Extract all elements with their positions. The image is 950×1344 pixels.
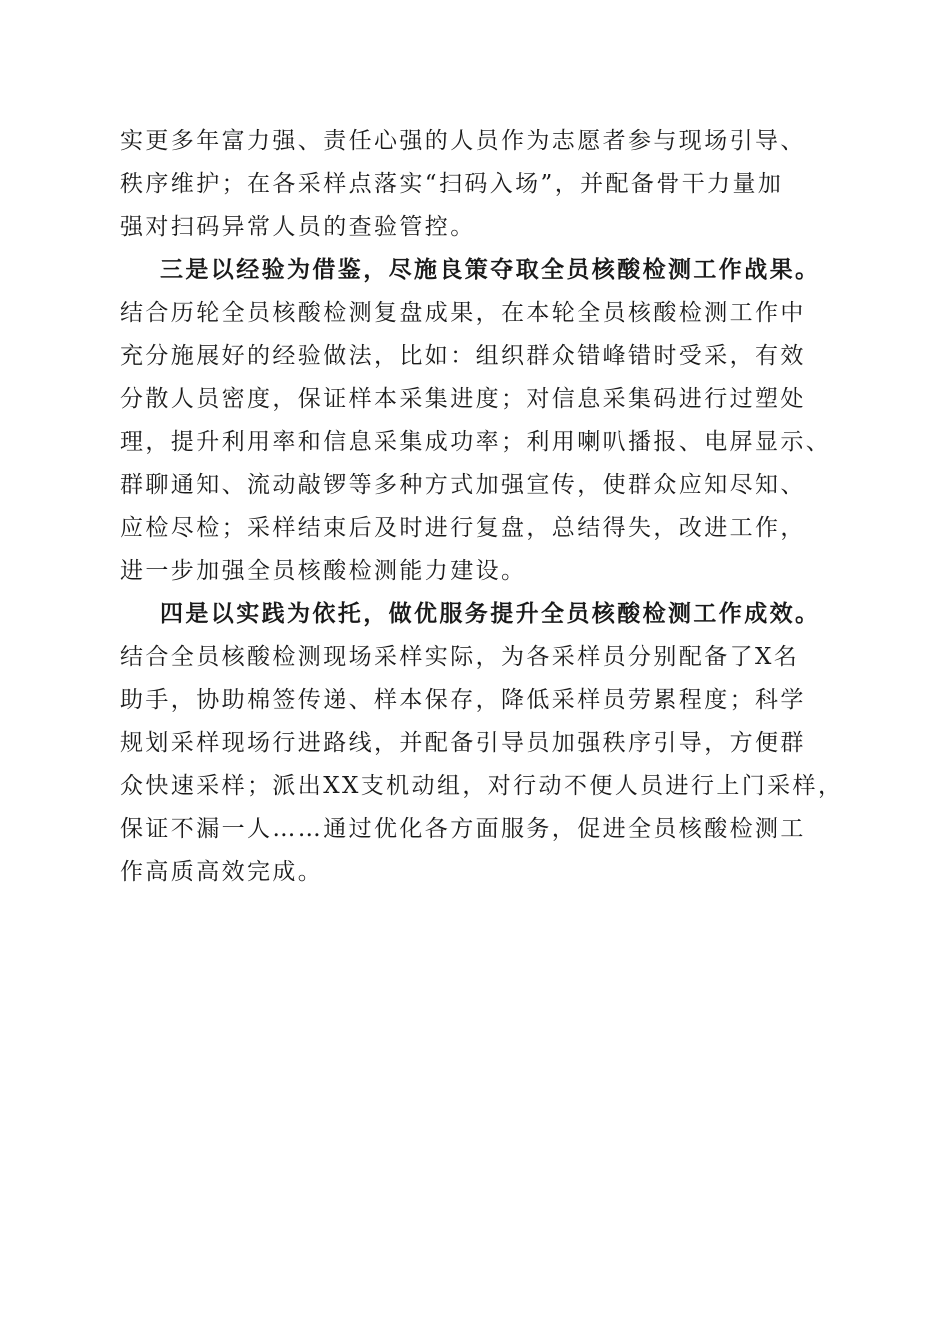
body-text-line: 保证不漏一人……通过优化各方面服务，促进全员核酸检测工 bbox=[120, 816, 806, 842]
body-text-line: 实更多年富力强、责任心强的人员作为志愿者参与现场引导、 bbox=[120, 128, 806, 154]
body-text-line: 众快速采样；派出XX支机动组，对行动不便人员进行上门采样， bbox=[120, 773, 844, 799]
body-text-line: 进一步加强全员核酸检测能力建设。 bbox=[120, 558, 527, 584]
body-text-line: 分散人员密度，保证样本采集进度；对信息采集码进行过塑处 bbox=[120, 386, 806, 412]
body-text-line: 理，提升利用率和信息采集成功率；利用喇叭播报、电屏显示、 bbox=[120, 429, 832, 455]
body-text-line: 强对扫码异常人员的查验管控。 bbox=[120, 214, 476, 240]
body-text-line: 应检尽检；采样结束后及时进行复盘，总结得失，改进工作， bbox=[120, 515, 806, 541]
body-text-line: 规划采样现场行进路线，并配备引导员加强秩序引导，方便群 bbox=[120, 730, 806, 756]
body-text-line: 充分施展好的经验做法，比如：组织群众错峰错时受采，有效 bbox=[120, 343, 806, 369]
section-heading-three: 三是以经验为借鉴，尽施良策夺取全员核酸检测工作战果。 bbox=[160, 256, 821, 283]
body-text-line: 结合历轮全员核酸检测复盘成果，在本轮全员核酸检测工作中 bbox=[120, 300, 806, 326]
section-heading-four: 四是以实践为依托，做优服务提升全员核酸检测工作成效。 bbox=[160, 600, 821, 627]
body-text-line: 结合全员核酸检测现场采样实际，为各采样员分别配备了X名 bbox=[120, 644, 800, 670]
body-text-line: 助手，协助棉签传递、样本保存，降低采样员劳累程度；科学 bbox=[120, 687, 806, 713]
body-text-line: 作高质高效完成。 bbox=[120, 859, 324, 885]
body-text-line: 秩序维护；在各采样点落实“扫码入场”，并配备骨干力量加 bbox=[120, 171, 784, 197]
body-text-line: 群聊通知、流动敲锣等多种方式加强宣传，使群众应知尽知、 bbox=[120, 472, 806, 498]
